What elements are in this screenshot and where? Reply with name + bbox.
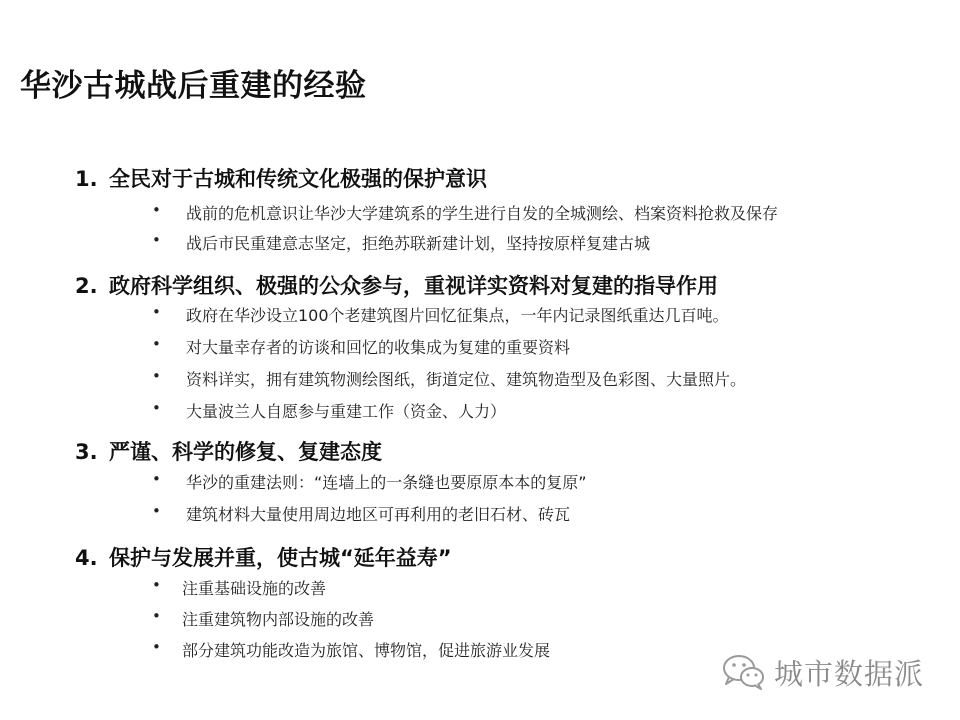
section-title: 全民对于古城和传统文化极强的保护意识: [109, 167, 487, 191]
section-heading: [75, 270, 718, 300]
bullet-dot: •: [152, 303, 161, 321]
bullet-dot: •: [152, 231, 161, 249]
bullet-text: 政府在华沙设立100个老建筑图片回忆征集点，一年内记录图纸重达几百吨。: [186, 306, 729, 325]
section-title: 政府科学组织、极强的公众参与，重视详实资料对复建的指导作用: [109, 274, 718, 298]
bullet-dot: •: [152, 576, 161, 594]
section-title: 保护与发展并重，使古城“延年益寿”: [109, 546, 452, 570]
section-number: 4.: [75, 546, 98, 570]
bullet-text: 对大量幸存者的访谈和回忆的收集成为复建的重要资料: [186, 338, 571, 357]
bullet-text: 华沙的重建法则：“连墙上的一条缝也要原原本本的复原”: [186, 473, 587, 492]
page-title: 华沙古城战后重建的经验: [20, 68, 367, 104]
section-number: 1.: [75, 167, 98, 191]
section-heading: [75, 436, 382, 466]
watermark-text: 城市数据派: [774, 656, 925, 691]
bullet-text: 战前的危机意识让华沙大学建筑系的学生进行自发的全城测绘、档案资料抢救及保存: [186, 204, 779, 223]
bullet-dot: •: [152, 502, 161, 520]
section-number: 2.: [75, 274, 98, 298]
bullet-text: 注重基础设施的改善: [182, 579, 327, 598]
bullet-text: 大量波兰人自愿参与重建工作（资金、人力）: [186, 402, 507, 421]
section-number: 3.: [75, 440, 98, 464]
wechat-icon: [722, 653, 766, 691]
bullet-text: 资料详实，拥有建筑物测绘图纸，街道定位、建筑物造型及色彩图、大量照片。: [186, 370, 747, 389]
bullet-text: 注重建筑物内部设施的改善: [182, 610, 375, 629]
bullet-dot: •: [152, 335, 161, 353]
section-heading: [75, 163, 487, 193]
watermark: [722, 652, 924, 692]
bullet-text: 建筑材料大量使用周边地区可再利用的老旧石材、砖瓦: [186, 505, 571, 524]
bullet-dot: •: [152, 638, 161, 656]
bullet-dot: •: [152, 201, 161, 219]
section-heading: [75, 542, 452, 572]
bullet-text: 部分建筑功能改造为旅馆、博物馆，促进旅游业发展: [182, 641, 551, 660]
bullet-text: 战后市民重建意志坚定，拒绝苏联新建计划，坚持按原样复建古城: [186, 234, 651, 253]
bullet-dot: •: [152, 607, 161, 625]
bullet-dot: •: [152, 367, 161, 385]
bullet-dot: •: [152, 399, 161, 417]
bullet-dot: •: [152, 470, 161, 488]
section-title: 严谨、科学的修复、复建态度: [109, 440, 382, 464]
